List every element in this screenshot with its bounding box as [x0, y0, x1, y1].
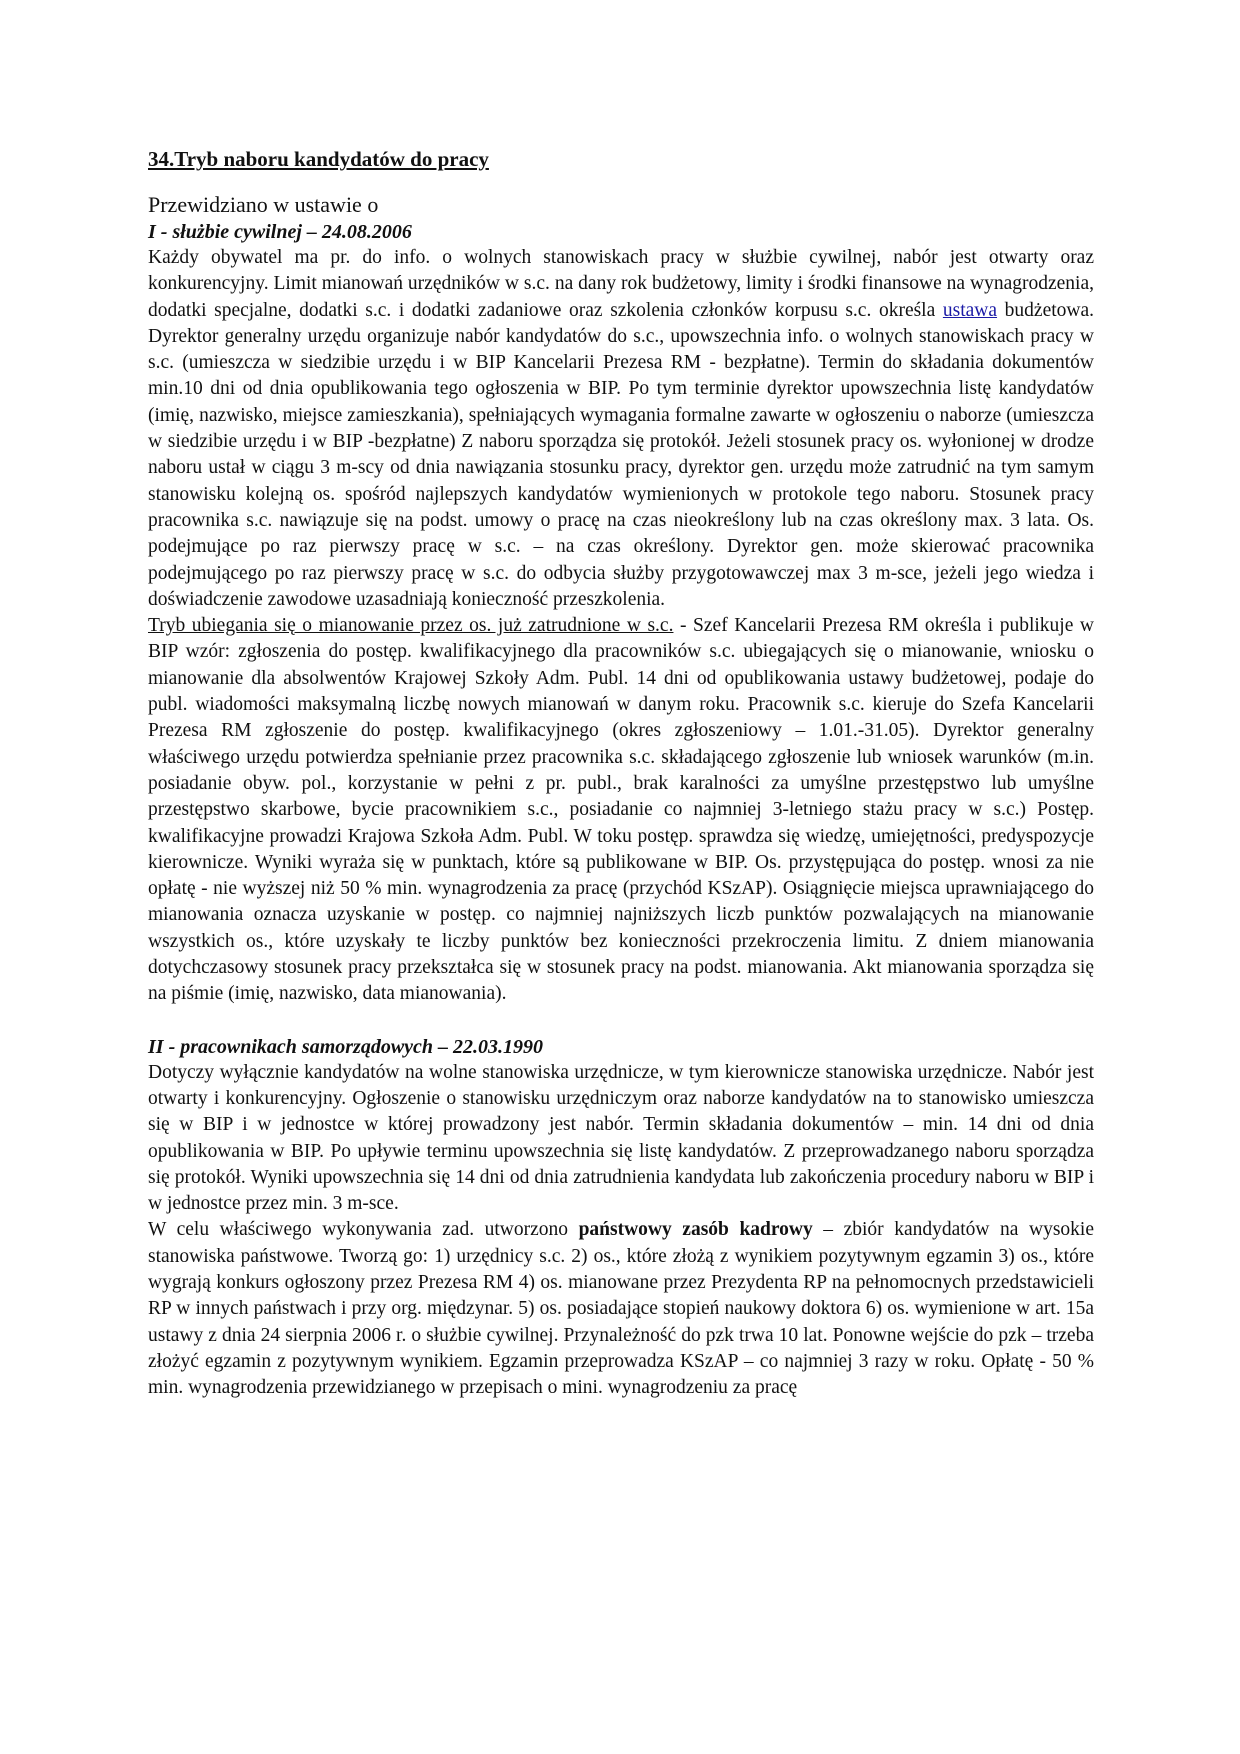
ustawa-link[interactable]: ustawa — [942, 299, 998, 321]
section-2-paragraph-1: Dotyczy wyłącznie kandydatów na wolne stanowiska urzędnicze, w tym kierownicze stanowiska urzędnicze. Nabór jest otwarty i konkurencyjny. Ogłoszenie o stanowisku urzędniczym oraz naborze kandydatów na to stanowisko umieszcza się w BIP i w jednostce w której prowadzony jest nabór. Termin składania dokumentów – min. 14 dni od dnia opublikowania w BIP. Po upływie terminu upowszechnia się listę kandydatów. Z przeprowadzanego naboru sporządza się protokół. Wyniki upowszechnia się 14 dni od dnia zatrudnienia kandydata lub zakończenia procedury naboru w BIP i w jednostce przez min. 3 m-sce. — [148, 1061, 1094, 1215]
section-2-p2-bold: państwowy zasób kadrowy — [578, 1219, 813, 1241]
section-1-p2-underlined: Tryb ubiegania się o mianowanie przez os. już zatrudnione w s.c. — [148, 615, 674, 637]
section-1-p1-text-b: budżetowa. Dyrektor generalny urzędu organizuje nabór kandydatów do s.c., upowszechnia info. o wolnych stanowiskach pracy w s.c. (umieszcza w siedzibie urzędu i w BIP Kancelarii Prezesa RM - bezpłatne). Termin do składania dokumentów min.10 dni od dnia opublikowania tego ogłoszenia w BIP. Po tym terminie dyrektor upowszechnia listę kandydatów (imię, nazwisko, miejsce zamieszkania), spełniających wymagania formalne zawarte w ogłoszeniu o naborze (umieszcza w siedzibie urzędu i w BIP -bezpłatne) Z naboru sporządza się protokół. Jeżeli stosunek pracy os. wyłonionej w drodze naboru ustał w ciągu 3 m-scy od dnia nawiązania stosunku pracy, dyrektor gen. urzędu może zatrudnić na tym samym stanowisku kolejną os. spośród najlepszych kandydatów wymienionych w protokole tego naboru. Stosunek pracy pracownika s.c. nawiązuje się na podst. umowy o pracę na czas nieokreślony lub na czas określony max. 3 lata. Os. podejmujące po raz pierwszy pracę w s.c. – na czas określony. Dyrektor gen. może skierować pracownika podejmującego po raz pierwszy pracę w s.c. do odbycia służby przygotowawczej max 3 m-sce, jeżeli jego wiedza i doświadczenie zawodowe uzasadniają konieczność przeszkolenia. — [148, 299, 1095, 610]
section-1-paragraph-1 — [148, 245, 1094, 613]
document-title: 34.Tryb naboru kandydatów do pracy — [148, 147, 489, 171]
section-2-heading — [148, 1034, 1094, 1060]
section-1-heading-date: – 24.08.2006 — [301, 221, 412, 243]
section-2-heading-date: – 22.03.1990 — [433, 1035, 544, 1058]
section-1-p2-text: - Szef Kancelarii Prezesa RM określa i publikuje w BIP wzór: zgłoszenia do postęp. kwalifikacyjnego dla pracowników s.c. ubiegających się o mianowanie, wniosku o mianowanie dla absolwentów Krajowej Szkoły Adm. Publ. 14 dni od opublikowania ustawy budżetowej, podaje do publ. wiadomości maksymalną liczbę nowych mianowań w danym roku. Pracownik s.c. kieruje do Szefa Kancelarii Prezesa RM zgłoszenie do postęp. kwalifikacyjnego (okres zgłoszeniowy – 1.01.-31.05). Dyrektor generalny właściwego urzędu potwierdza spełnianie przez pracownika s.c. składającego zgłoszenie lub wniosek warunków (m.in. posiadanie obyw. pol., korzystanie w pełni z pr. publ., brak karalności za umyślne przestępstwo lub umyślne przestępstwo skarbowe, bycie pracownikiem s.c., posiadanie co najmniej 3-letniego stażu pracy w s.c.) Postęp. kwalifikacyjne prowadzi Krajowa Szkoła Adm. Publ. W toku postęp. sprawdza się wiedzę, umiejętności, predyspozycje kierownicze. Wyniki wyraża się w punktach, które są publikowane w BIP. Os. przystępująca do postęp. wnosi za nie opłatę - nie wyższej niż 50 % min. wynagrodzenia za pracę (przychód KSzAP). Osiągnięcie miejsca uprawniającego do mianowania oznacza uzyskanie w postęp. co najmniej najniższych liczb punktów pozwalających na mianowanie wszystkich os., które uzyskały te liczby punktów bez konieczności przekroczenia limitu. Z dniem mianowania dotychczasowy stosunek pracy przekształca się w stosunek pracy na podst. mianowania. Akt mianowania sporządza się na piśmie (imię, nazwisko, data mianowania). — [148, 615, 1094, 1005]
section-2-p2-text-a: W celu właściwego wykonywania zad. utworzono — [148, 1219, 579, 1241]
intro-text: Przewidziano w ustawie o — [148, 192, 379, 217]
document-page — [148, 145, 1094, 1401]
section-1-paragraph-2 — [148, 613, 1094, 1007]
section-2-heading-label: II - pracownikach samorządowych — [148, 1035, 434, 1058]
section-spacer — [148, 1008, 1094, 1034]
section-1-heading — [148, 219, 1094, 245]
section-1-p1-text-a: Każdy obywatel ma pr. do info. o wolnych stanowiskach pracy w służbie cywilnej, nabór jest otwarty oraz konkurencyjny. Limit mianowań urzędników w s.c. na dany rok budżetowy, limity i środki finansowe na wynagrodzenia, dodatki specjalne, dodatki s.c. i dodatki zadaniowe oraz szkolenia członków korpusu s.c. określa — [148, 247, 1094, 321]
section-2-p2-text-b: – zbiór kandydatów na wysokie stanowiska państwowe. Tworzą go: 1) urzędnicy s.c. 2) os., które złożą z wynikiem pozytywnym egzamin 3) os., które wygrają konkurs ogłoszony przez Prezesa RM 4) os. mianowane przez Prezydenta RP na pełnomocnych przedstawicieli RP w innych państwach i przy org. międzynar. 5) os. posiadające stopień naukowy doktora 6) os. wymienione w art. 15a ustawy z dnia 24 sierpnia 2006 r. o służbie cywilnej. Przynależność do pzk trwa 10 lat. Ponowne wejście do pzk – trzeba złożyć egzamin z pozytywnym wynikiem. Egzamin przeprowadza KSzAP – co najmniej 3 razy w roku. Opłatę - 50 % min. wynagrodzenia przewidzianego w przepisach o mini. wynagrodzeniu za pracę — [148, 1219, 1095, 1399]
section-1-heading-label: I - służbie cywilnej — [148, 221, 302, 243]
section-2-paragraph-2 — [148, 1217, 1094, 1401]
